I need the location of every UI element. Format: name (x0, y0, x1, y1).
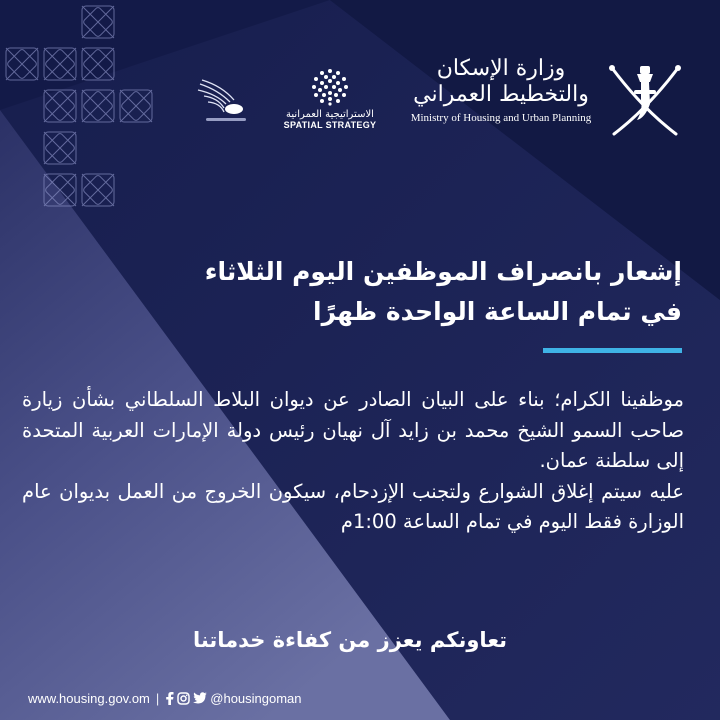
geometric-pattern (0, 0, 170, 240)
body-paragraph-1: موظفينا الكرام؛ بناء على البيان الصادر عن ديوان البلاط السلطاني بشأن زيارة صاحب السمو الشيخ محمد بن زايد آل نهيان رئيس دولة الإمارات العربية المتحدة إلى سلطنة عمان. (22, 388, 684, 472)
oman-vision-swirl-icon (196, 76, 252, 124)
website-link[interactable]: www.housing.gov.om (28, 690, 150, 706)
footer-separator: | (155, 690, 160, 706)
spatial-strategy-arabic: الاستراتيجية العمرانية (286, 109, 374, 120)
spatial-strategy-icon (311, 68, 349, 106)
facebook-icon[interactable] (165, 692, 174, 705)
closing-statement: تعاونكم يعزز من كفاءة خدماتنا (192, 628, 508, 652)
announcement-title (200, 252, 682, 332)
body-paragraph-2: عليه سيتم إغلاق الشوارع ولتجنب الإزدحام، سيكون الخروج من العمل بديوان عام الوزارة فقط اليوم في تمام الساعة 1:00م (22, 479, 684, 533)
social-icons (165, 692, 207, 705)
spatial-strategy-english: SPATIAL STRATEGY (283, 120, 377, 130)
ministry-name (405, 56, 597, 124)
ministry-name-arabic-line2: والتخطيط العمراني (413, 82, 589, 107)
twitter-icon[interactable] (193, 692, 207, 704)
title-line-2: في تمام الساعة الواحدة ظهرًا (313, 297, 682, 326)
ministry-name-english: Ministry of Housing and Urban Planning (410, 112, 592, 124)
ministry-name-arabic-line1: وزارة الإسكان (436, 56, 566, 81)
instagram-icon[interactable] (177, 692, 190, 705)
social-handle[interactable]: @housingoman (210, 690, 302, 706)
title-line-1: إشعار بانصراف الموظفين اليوم الثلاثاء (204, 257, 682, 286)
spatial-strategy-logo (270, 68, 390, 130)
oman-emblem-icon (604, 60, 686, 142)
announcement-body (22, 385, 684, 538)
title-underline (543, 348, 682, 353)
footer (28, 688, 302, 708)
